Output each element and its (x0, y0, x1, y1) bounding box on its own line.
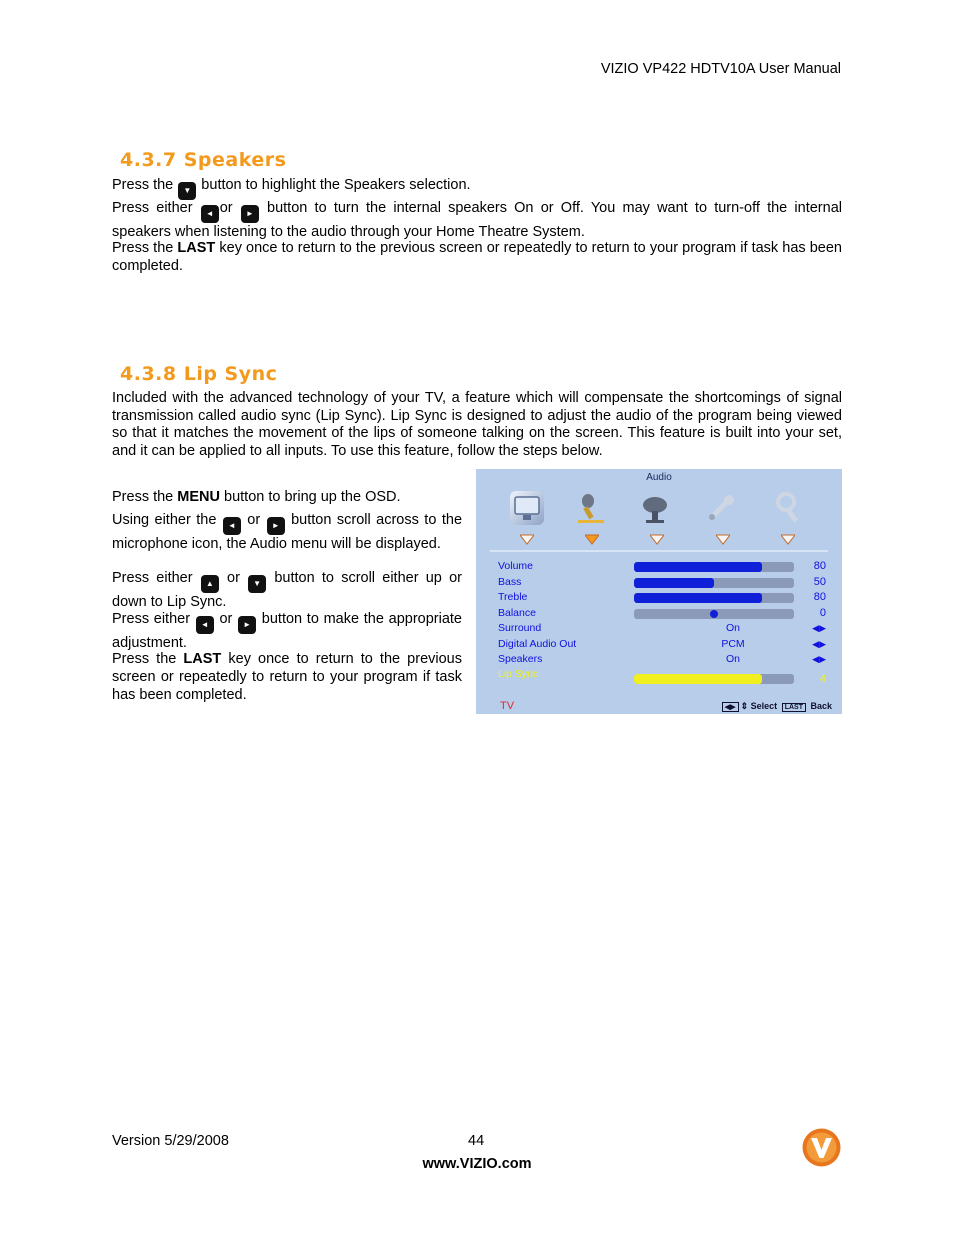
speakers-section-title: 4.3.7 Speakers (120, 149, 287, 171)
up-down-nav-icon: ⇕ (740, 701, 749, 711)
osd-row-speakers[interactable]: Speakers On ◀▶ (498, 653, 826, 665)
speakers-step-1: Press the ▼ button to highlight the Speakers selection. (112, 176, 842, 200)
audio-osd-screenshot (476, 469, 842, 714)
osd-row-balance[interactable]: Balance 0 (498, 607, 826, 619)
left-key-icon: ◄ (196, 616, 214, 634)
osd-row-volume[interactable]: Volume 80 (498, 560, 826, 572)
down-arrow-icon (585, 533, 599, 545)
down-key-icon: ▼ (178, 182, 196, 200)
balance-knob (710, 610, 718, 618)
lip-sync-bar (634, 674, 794, 684)
website-url[interactable]: www.VIZIO.com (422, 1156, 532, 1172)
speakers-step-3: Press the LAST key once to return to the previous screen or repeatedly to return to your program if task has been completed. (112, 240, 843, 274)
speakers-step-2: Press either ◄ or ► button to turn the internal speakers On or Off. You may want to turn-off the internal speakers when listening to the audio through your Home Theatre System. (112, 200, 842, 240)
osd-row-digital-audio-out[interactable]: Digital Audio Out PCM ◀▶ (498, 638, 826, 650)
lipsync-step-5: Press the LAST key once to return to the previous screen or repeatedly to return to your program if task has been completed. (112, 651, 462, 703)
lipsync-intro: Included with the advanced technology of your TV, a feature which will compensate the shortcomings of signal transmission called audio sync (Lip Sync). Lip Sync is designed to adjust the audio of the program being viewed so that it matches the movement of the lips of someone talking on the screen. This feature is built into your set, and it can be applied to all inputs. To use this feature, follow the steps below. (112, 390, 842, 459)
osd-separator (490, 550, 828, 552)
down-arrow-icon (520, 533, 534, 545)
left-key-icon: ◄ (223, 517, 241, 535)
lipsync-step-2: Using either the ◄ or ► button scroll across to the microphone icon, the Audio menu will be displayed. (112, 512, 463, 552)
left-right-arrows-icon: ◀▶ (812, 654, 826, 664)
osd-icon-arrows (488, 533, 830, 547)
right-key-icon: ► (241, 205, 259, 223)
lipsync-step-3: Press either ▲ or ▼ button to scroll either up or down to Lip Sync. (112, 570, 462, 610)
left-right-nav-icon: ◀▶ (722, 702, 739, 712)
down-arrow-icon (716, 533, 730, 545)
lipsync-step-4: Press either ◄ or ► button to make the appropriate adjustment. (112, 611, 462, 651)
down-arrow-icon (650, 533, 664, 545)
bass-bar (634, 578, 794, 588)
osd-help-bar: ◀▶ ⇕ Select LAST Back (720, 701, 832, 712)
tv-picture-icon (510, 491, 544, 525)
volume-bar (634, 562, 794, 572)
left-right-arrows-icon: ◀▶ (812, 639, 826, 649)
page-number: 44 (468, 1133, 485, 1149)
version-label: Version 5/29/2008 (112, 1133, 229, 1149)
last-key-icon: LAST (782, 703, 806, 712)
up-key-icon: ▲ (201, 575, 219, 593)
left-key-icon: ◄ (201, 205, 219, 223)
wrench-icon (704, 491, 738, 525)
right-key-icon: ► (267, 517, 285, 535)
vizio-logo-icon (802, 1128, 841, 1167)
lipsync-step-1: Press the MENU button to bring up the OSD. (112, 489, 401, 505)
manual-title: VIZIO VP422 HDTV10A User Manual (600, 61, 841, 77)
osd-row-surround[interactable]: Surround On ◀▶ (498, 622, 826, 634)
microphone-icon (574, 491, 608, 525)
help-tools-icon (770, 491, 804, 525)
balance-bar (634, 609, 794, 619)
osd-icon-row (488, 491, 830, 526)
osd-row-bass[interactable]: Bass 50 (498, 576, 826, 588)
osd-row-treble[interactable]: Treble 80 (498, 591, 826, 603)
down-arrow-icon (781, 533, 795, 545)
osd-source-label: TV (500, 700, 515, 712)
osd-title: Audio (646, 472, 672, 483)
osd-row-lip-sync[interactable]: Lip Sync 4 (498, 668, 826, 685)
left-right-arrows-icon: ◀▶ (812, 623, 826, 633)
down-key-icon: ▼ (248, 575, 266, 593)
lipsync-section-title: 4.3.8 Lip Sync (120, 363, 278, 385)
right-key-icon: ► (238, 616, 256, 634)
satellite-dish-icon (638, 491, 672, 525)
osd-footer (476, 698, 842, 714)
treble-bar (634, 593, 794, 603)
